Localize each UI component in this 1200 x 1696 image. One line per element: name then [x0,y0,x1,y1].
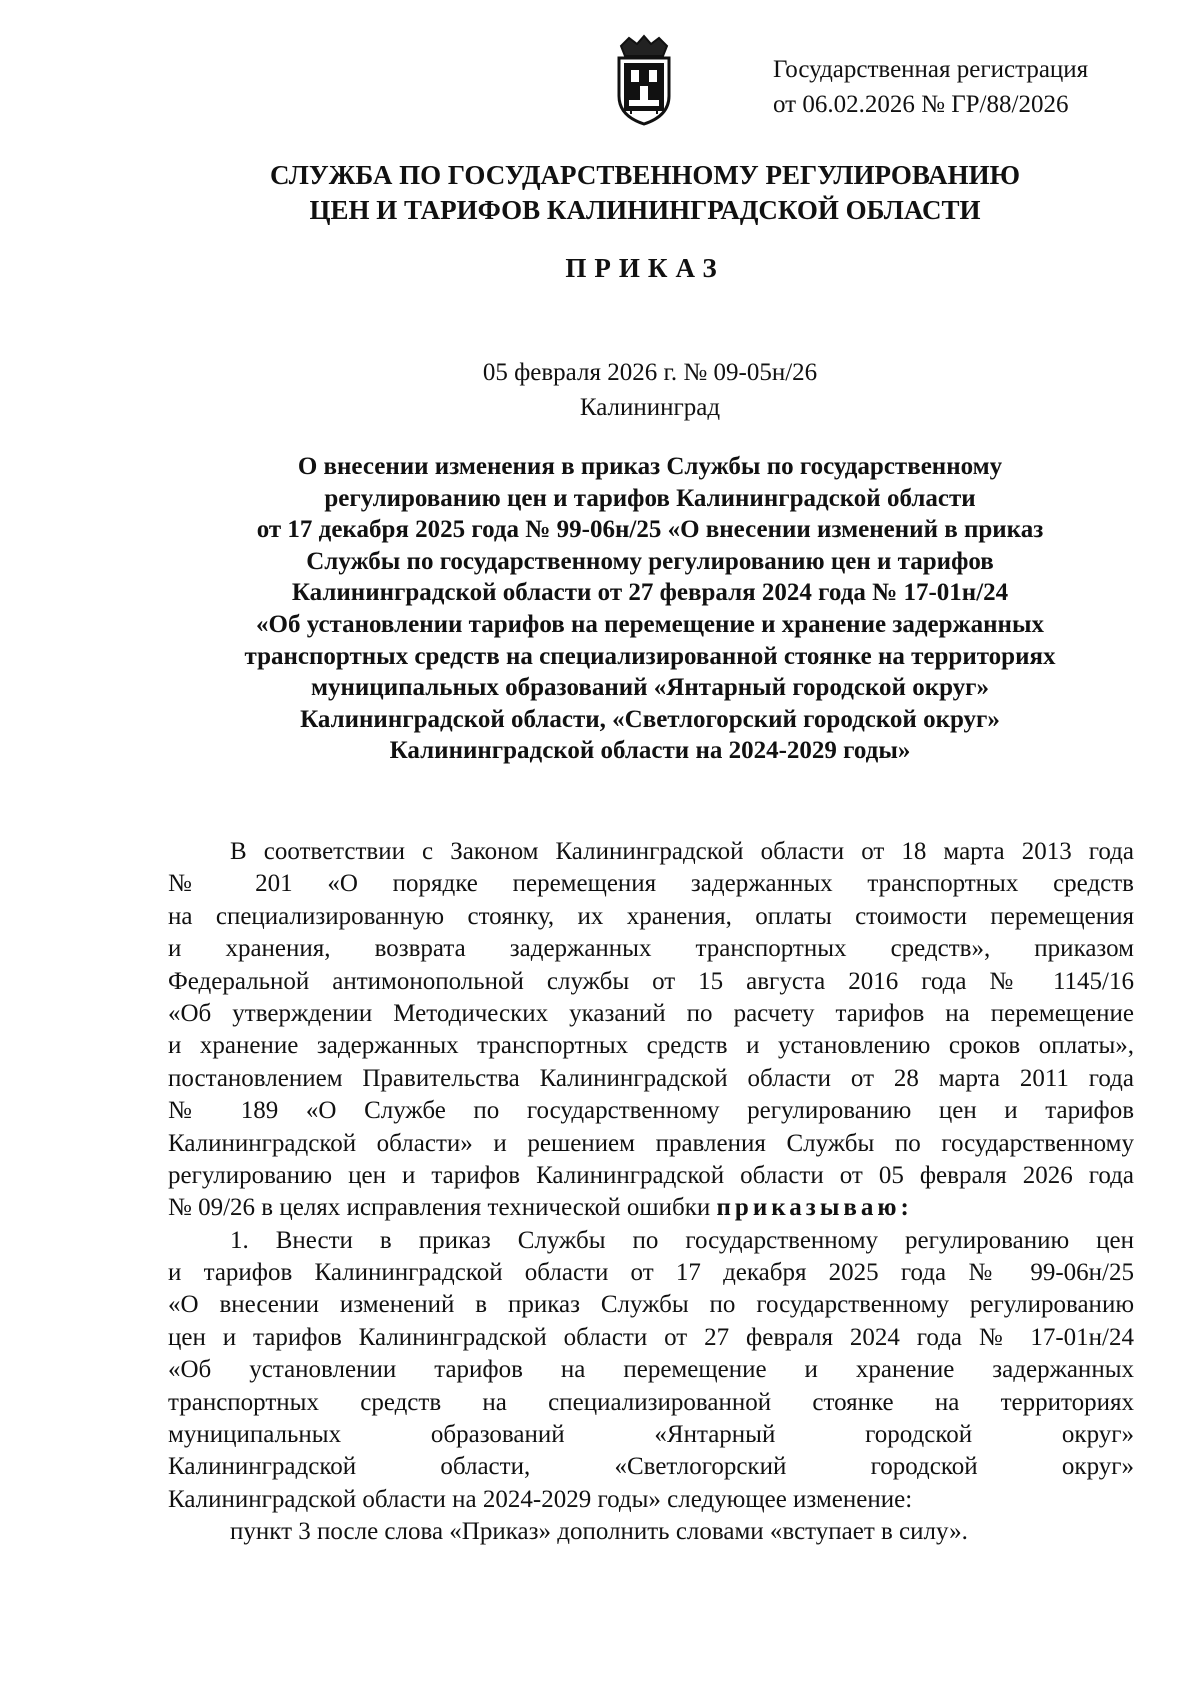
document-date-number: 05 февраля 2026 г. № 09-05н/26 [482,359,818,386]
subject-line: Калининградской области на 2024-2029 годы» [389,737,911,765]
coat-of-arms-icon [611,34,677,126]
body-line: регулированию цен и тарифов Калининградской области от 05 февраля 2026 года [168,1161,1134,1189]
subject-line: муниципальных образований «Янтарный городской округ» [310,674,990,702]
order-verb: приказываю: [716,1194,913,1222]
date-number-block [300,355,1000,425]
subject-line: Службы по государственному регулированию цен и тарифов [306,547,994,575]
body-line: Калининградской области, «Светлогорский городской округ» [168,1453,1134,1481]
subject-line: Калининградской области, «Светлогорский городской округ» [300,705,1000,733]
body-line: постановлением Правительства Калининградской области от 28 марта 2011 года [168,1064,1134,1092]
subject-line: регулированию цен и тарифов Калининградской области [324,484,976,512]
body-line: «О внесении изменений в приказ Службы по государственному регулированию [168,1291,1134,1319]
body-line: № 201 «О порядке перемещения задержанных транспортных средств [168,870,1134,898]
body-line: и тарифов Калининградской области от 17 декабря 2025 года № 99-06н/25 [168,1259,1134,1287]
body-line: цен и тарифов Калининградской области от 27 февраля 2024 года № 17-01н/24 [168,1323,1134,1351]
registration-line: от 06.02.2026 № ГР/88/2026 [773,91,1069,118]
agency-name [150,158,1140,228]
subject-line: Калининградской области от 27 февраля 2024 года № 17-01н/24 [291,579,1009,607]
body-line: № 189 «О Службе по государственному регулированию цен и тарифов [168,1097,1134,1125]
body-text: № 09/26 в целях исправления технической ошибки [168,1194,711,1222]
body-line: на специализированную стоянку, их хранения, оплаты стоимости перемещения [168,902,1134,930]
body-line: пункт 3 после слова «Приказ» дополнить словами «вступает в силу». [230,1518,968,1546]
registration-stamp [773,52,1133,122]
body-line: и хранение задержанных транспортных средств и установлению сроков оплаты», [168,1032,1134,1060]
body-line: Калининградской области на 2024-2029 годы» следующее изменение: [168,1485,913,1513]
document-subject [160,451,1140,767]
document-type-heading: ПРИКАЗ [565,253,725,283]
registration-line: Государственная регистрация [773,56,1089,83]
body-line: транспортных средств на специализированной стоянке на территориях [168,1388,1134,1416]
document-city: Калининград [579,394,721,421]
agency-line: СЛУЖБА ПО ГОСУДАРСТВЕННОМУ РЕГУЛИРОВАНИЮ [269,160,1021,190]
body-line: и хранения, возврата задержанных транспортных средств», приказом [168,935,1134,963]
body-line: В соответствии с Законом Калининградской области от 18 марта 2013 года [230,838,1134,865]
body-line: «Об утверждении Методических указаний по расчету тарифов на перемещение [168,999,1134,1027]
body-line: Калининградской области» и решением правления Службы по государственному [168,1129,1134,1157]
subject-line: от 17 декабря 2025 года № 99-06н/25 «О внесении изменений в приказ [256,516,1044,544]
body-line: «Об установлении тарифов на перемещение и хранение задержанных [168,1356,1134,1384]
body-line: муниципальных образований «Янтарный городской округ» [168,1421,1134,1449]
body-line: Федеральной антимонопольной службы от 15 августа 2016 года № 1145/16 [168,967,1134,995]
subject-line: транспортных средств на специализированной стоянке на территориях [244,642,1056,670]
document-body [168,836,1134,1549]
subject-line: О внесении изменения в приказ Службы по государственному [297,453,1003,480]
subject-line: «Об установлении тарифов на перемещение и хранение задержанных [256,610,1044,638]
body-line: 1. Внести в приказ Службы по государственному регулированию цен [230,1226,1134,1254]
agency-line: ЦЕН И ТАРИФОВ КАЛИНИНГРАДСКОЙ ОБЛАСТИ [309,195,981,225]
body-line [168,1192,1134,1224]
